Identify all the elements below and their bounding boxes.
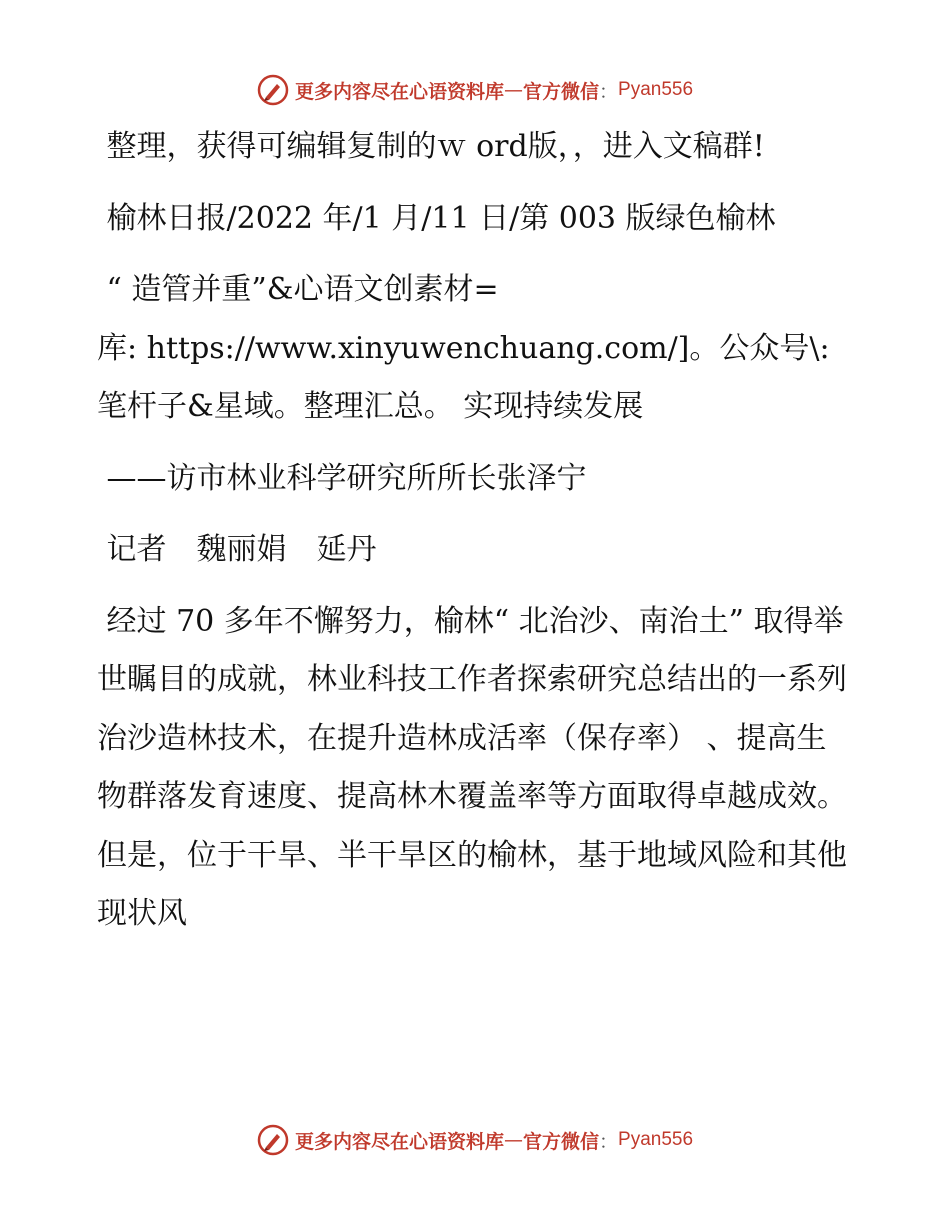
header-watermark-banner	[0, 70, 950, 110]
banner-colon: ：	[599, 80, 619, 103]
paragraph-body: 经过 70 多年不懈努力，榆林“ 北治沙、南治土” 取得举世瞩目的成就，林业科技工作者探索研究总结出的一系列治沙造林技术，在提升造林成活率（保存率） 、提高生物群落发育速度、提高林木覆盖率等方面取得卓越成效。但是，位于干旱、半干旱区的榆林，基于地域风险和其他现状风	[97, 603, 847, 931]
banner-handle: Pyan556	[618, 79, 694, 100]
banner-colon: ：	[599, 1130, 619, 1153]
paragraph-title: “ 造管并重”&心语文创素材= 库: https://www.xinyuwenchuang.com/]。公众号\: 笔杆子&星域。整理汇总。 实现持续发展	[97, 272, 830, 424]
footer-watermark-banner	[0, 1120, 950, 1160]
banner-separator: —	[503, 79, 523, 101]
pen-logo-icon	[257, 74, 289, 106]
banner-text: 更多内容尽在心语资料库	[294, 1130, 504, 1153]
paragraph-byline: 记者 魏丽娟 延丹	[97, 532, 377, 567]
pen-logo-icon	[257, 1124, 289, 1156]
banner-separator: —	[503, 1129, 523, 1151]
banner-channel: 官方微信	[522, 80, 599, 103]
banner-handle: Pyan556	[618, 1129, 694, 1150]
paragraph-intro: 整理，获得可编辑复制的ｗ ord版，，进入文稿群!	[97, 129, 765, 164]
paragraph-subtitle: ——访市林业科学研究所所长张泽宁	[97, 460, 587, 496]
banner-channel: 官方微信	[522, 1130, 599, 1153]
paragraph-source: 榆林日报/2022 年/1 月/11 日/第 003 版绿色榆林	[97, 200, 776, 236]
article-body	[97, 118, 852, 944]
banner-text: 更多内容尽在心语资料库	[294, 80, 504, 103]
